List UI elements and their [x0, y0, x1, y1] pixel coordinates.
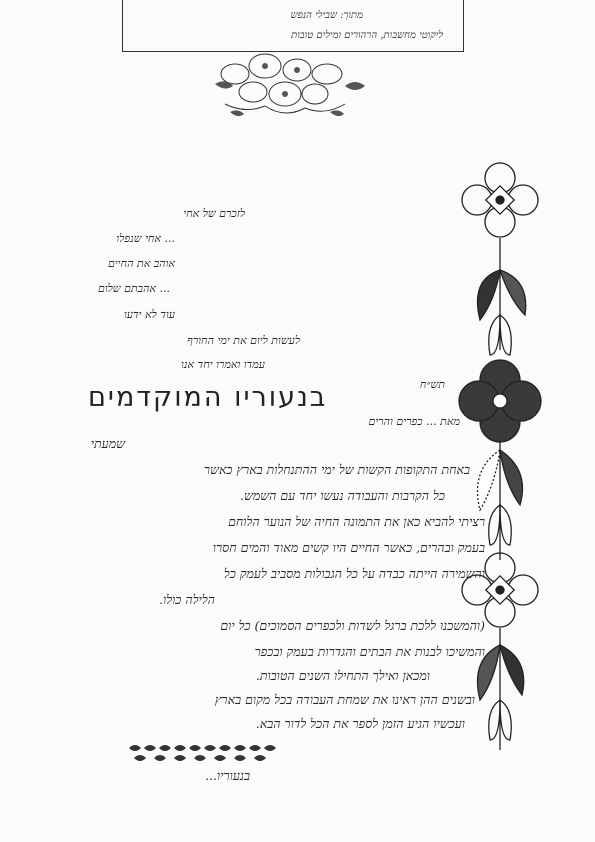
body-line: ומכאן ואילך התחילו השנים הטובות.: [255, 668, 430, 683]
poem-line: עמדו ואמרו יחד אנו: [181, 358, 265, 371]
header-line-2: ליקוטי מחשבות, הרהורים ומילים טובות: [291, 30, 443, 41]
poem-line: לזכרם של אחי: [183, 207, 245, 220]
body-line: רציתי להביא כאן את התמונה החיה של הנוער הלוחם: [228, 514, 485, 529]
body-line: שמעתי: [90, 436, 125, 451]
body-line: והמשיכו לבנות את הבתים והגדרות בעמק ובכפר: [254, 644, 485, 659]
flower-column-illustration: [455, 150, 555, 770]
decorative-divider: [124, 740, 284, 770]
poem-line: אוהב את החיים: [107, 257, 175, 270]
signature: בנעוריו...: [205, 768, 250, 783]
body-line: כל הקרבות והעבודה נעשו יחד עם השמש.: [240, 488, 445, 503]
poem-line: לעשות ליום את ימי החורף: [187, 334, 300, 347]
title-note: תש״ח: [419, 378, 445, 391]
body-line: ובשנים ההן ראינו את שמחת העבודה בכל מקום בארץ: [214, 692, 475, 707]
page-title: בנעוריו המוקדמים: [88, 382, 328, 413]
title-subtitle: מאת ... כפרים והרים: [368, 415, 460, 428]
header-line-1: מתוך: שבילי הנפש: [290, 10, 363, 21]
poem-line: ... אהבתם שלום: [97, 282, 170, 295]
poem-line: עוד לא ידעו: [123, 308, 175, 321]
poem-line: ... אחי שנפלו: [116, 232, 175, 245]
flower-bouquet-illustration: [205, 44, 375, 124]
body-line: באחת התקופות הקשות של ימי ההתנחלות בארץ כאשר: [203, 462, 470, 477]
body-line: ועכשיו הגיע הזמן לספר את הכל לדור הבא.: [255, 716, 465, 731]
body-line: בעמק ובהרים, כאשר החיים היו קשים מאוד והמים חסרו: [212, 540, 485, 555]
body-line: והשמירה הייתה כבדה על כל הגבולות מסביב לעמק כל: [223, 566, 485, 581]
body-line: הלילה כולו.: [159, 592, 215, 607]
body-line: (והמשכנו ללכת ברגל לשדות ולכפרים הסמוכים) כל יום: [220, 618, 485, 633]
